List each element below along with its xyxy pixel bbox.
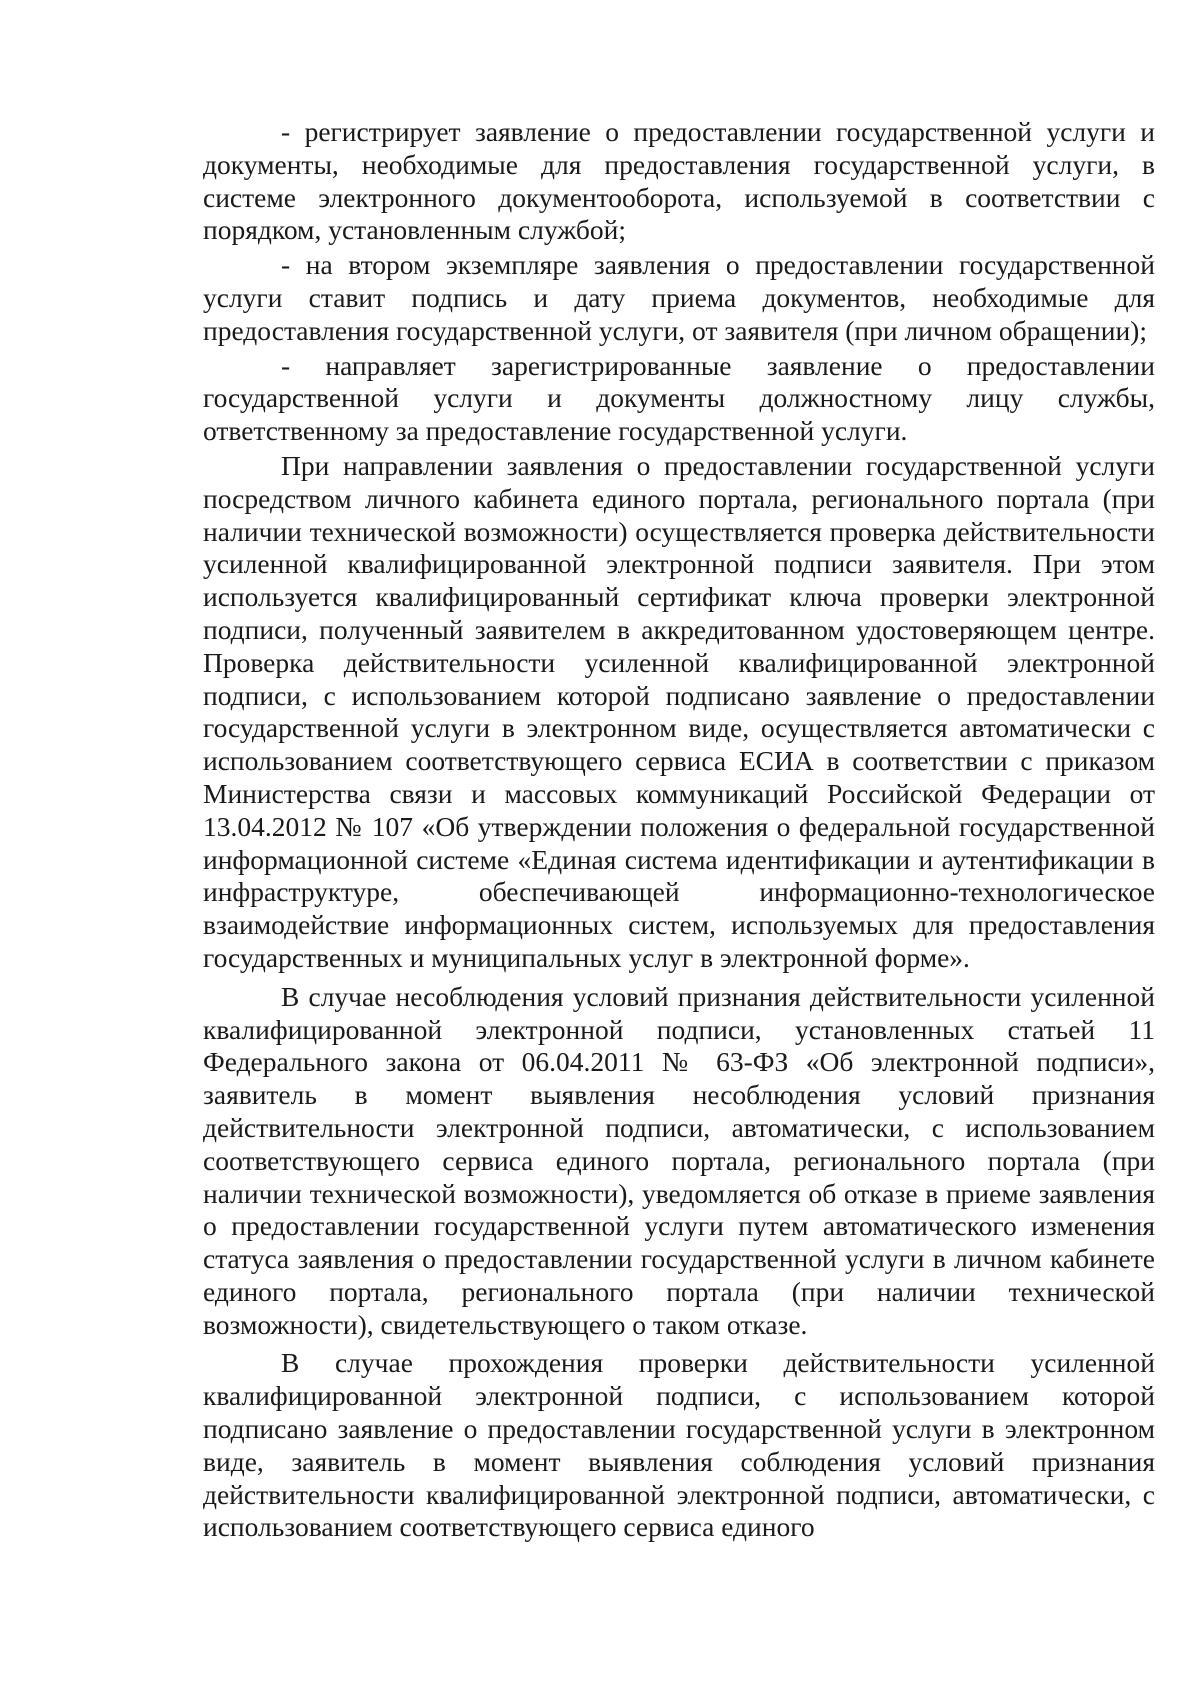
paragraph-register-application: - регистрирует заявление о предоставлении государственной услуги и документы, необходимые для предоставления государственной услуги, в системе электронного документооборота, используемой в соответствии с порядком, установленным службой; [203, 116, 1155, 246]
document-body [203, 116, 1155, 1544]
paragraph-forward-documents: - направляет зарегистрированные заявление о предоставлении государственной услуги и документы должностному лицу службы, ответственному за предоставление государственной услуги. [203, 349, 1155, 447]
paragraph-signature-invalid: В случае несоблюдения условий признания действительности усиленной квалифицированной электронной подписи, установленных статьей 11 Федерального закона от 06.04.2011 № 63-ФЗ «Об электронной подписи», заявитель в момент выявления несоблюдения условий признания действительности электронной подписи, автоматически, с использованием соответствующего сервиса единого портала, регионального портала (при наличии технической возможности), уведомляется об отказе в приеме заявления о предоставлении государственной услуги путем автоматического изменения статуса заявления о предоставлении государственной услуги в личном кабинете единого портала, регионального портала (при наличии технической возможности), свидетельствующего о таком отказе. [203, 980, 1155, 1340]
paragraph-signature-verification: При направлении заявления о предоставлении государственной услуги посредством личного кабинета единого портала, регионального портала (при наличии технической возможности) осуществляется проверка действительности усиленной квалифицированной электронной подписи заявителя. При этом используется квалифицированный сертификат ключа проверки электронной подписи, полученный заявителем в аккредитованном удостоверяющем центре. Проверка действительности усиленной квалифицированной электронной подписи, с использованием которой подписано заявление о предоставлении государственной услуги в электронном виде, осуществляется автоматически с использованием соответствующего сервиса ЕСИА в соответствии с приказом Министерства связи и массовых коммуникаций Российской Федерации от 13.04.2012 № 107 «Об утверждении положения о федеральной государственной информационной системе «Единая система идентификации и аутентификации в инфраструктуре, обеспечивающей информационно-технологическое взаимодействие информационных систем, используемых для предоставления государственных и муниципальных услуг в электронной форме». [203, 449, 1155, 973]
paragraph-sign-second-copy: - на втором экземпляре заявления о предоставлении государственной услуги ставит подпись и дату приема документов, необходимые для предоставления государственной услуги, от заявителя (при личном обращении); [203, 249, 1155, 346]
paragraph-signature-valid: В случае прохождения проверки действительности усиленной квалифицированной электронной подписи, с использованием которой подписано заявление о предоставлении государственной услуги в электронном виде, заявитель в момент выявления соблюдения условий признания действительности квалифицированной электронной подписи, автоматически, с использованием соответствующего сервиса единого [203, 1347, 1155, 1543]
